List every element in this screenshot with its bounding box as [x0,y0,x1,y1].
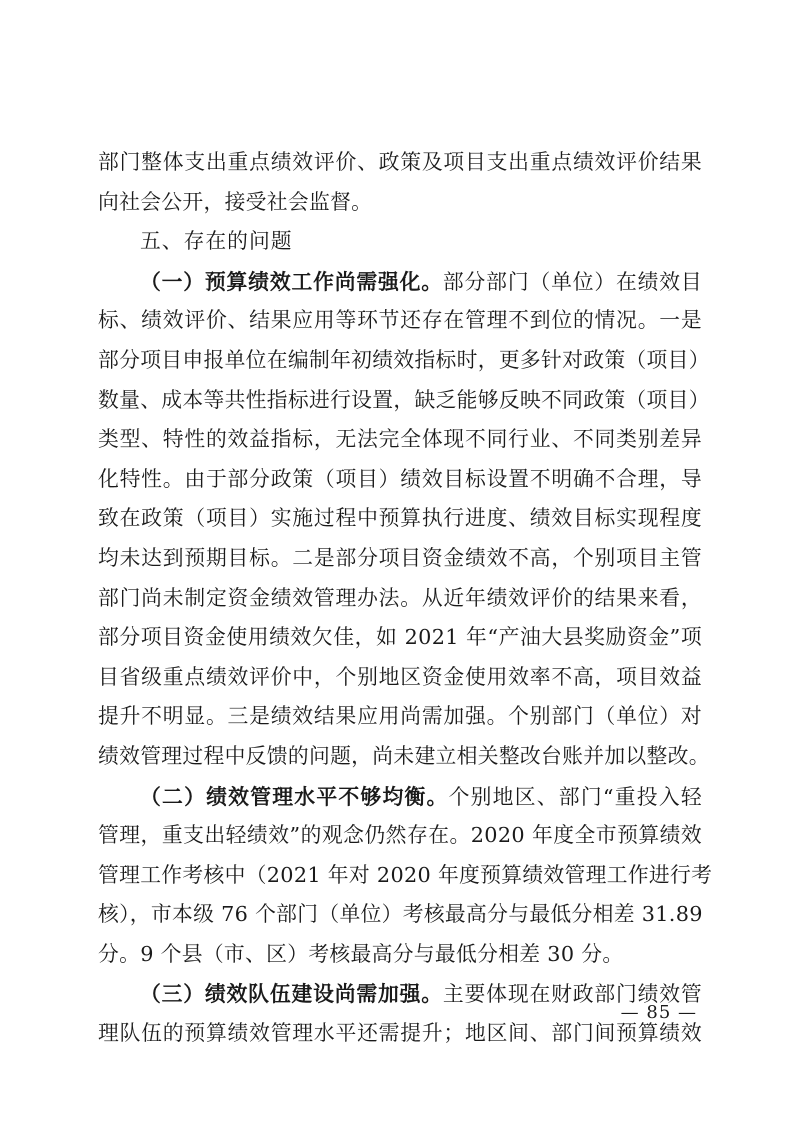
paragraph-line: 向社会公开，接受社会监督。 [98,189,373,214]
paragraph-line: 核），市本级 76 个部门（单位）考核最高分与最低分相差 31.89 [98,902,703,927]
paragraph-line: 目省级重点绩效评价中，个别地区资金使用效率不高，项目效益 [98,664,702,689]
paragraph-line: 部分项目资金使用绩效欠佳，如 2021 年“产油大县奖励资金”项 [98,625,702,650]
paragraph-line: 数量、成本等共性指标进行设置，缺乏能够反映不同政策（项目） [98,387,710,412]
subsection-heading: （二）绩效管理水平不够均衡。 [140,783,449,809]
paragraph-line: 类型、特性的效益指标，无法完全体现不同行业、不同类别差异 [98,427,702,452]
paragraph-line: 部门尚未制定资金绩效管理办法。从近年绩效评价的结果来看， [98,585,702,610]
paragraph-text: 主要体现在财政部门绩效管 [442,982,702,1007]
paragraph-first-line [98,974,702,1014]
paragraph-line: 分。9 个县（市、区）考核最高分与最低分相差 30 分。 [98,941,624,966]
paragraph-line: 提升不明显。三是绩效结果应用尚需加强。个别部门（单位）对 [98,704,702,729]
paragraph-first-line [98,262,702,302]
paragraph-line: 均未达到预期目标。二是部分项目资金绩效不高，个别项目主管 [98,545,702,570]
paragraph-line: 部门整体支出重点绩效评价、政策及项目支出重点绩效评价结果 [98,150,702,174]
paragraph-line: 部分项目申报单位在编制年初绩效指标时，更多针对政策（项目） [98,347,710,372]
paragraph-first-line [98,777,702,817]
subsection-heading: （三）绩效队伍建设尚需加强。 [140,981,443,1007]
paragraph-line: 管理，重支出轻绩效”的观念仍然存在。2020 年度全市预算绩效 [98,823,702,848]
paragraph-line: 管理工作考核中（2021 年对 2020 年度预算绩效管理工作进行考 [98,862,713,887]
paragraph-line: 理队伍的预算绩效管理水平还需提升；地区间、部门间预算绩效 [98,1021,702,1046]
section-heading: 五、存在的问题 [140,229,293,254]
paragraph-text: 部分部门（单位）在绩效目 [442,269,702,294]
paragraph-line: 绩效管理过程中反馈的问题，尚未建立相关整改台账并加以整改。 [98,743,710,768]
paragraph-text: 个别地区、部门“重投入轻 [448,784,702,809]
body-text [98,143,713,1054]
paragraph-line: 致在政策（项目）实施过程中预算执行进度、绩效目标实现程度 [98,506,702,531]
paragraph-line: 标、绩效评价、结果应用等环节还存在管理不到位的情况。一是 [98,308,702,333]
paragraph-line: 化特性。由于部分政策（项目）绩效目标设置不明确不合理，导 [98,466,702,491]
page-number: — 85 — [620,1002,697,1023]
subsection-heading: （一）预算绩效工作尚需强化。 [140,268,443,294]
